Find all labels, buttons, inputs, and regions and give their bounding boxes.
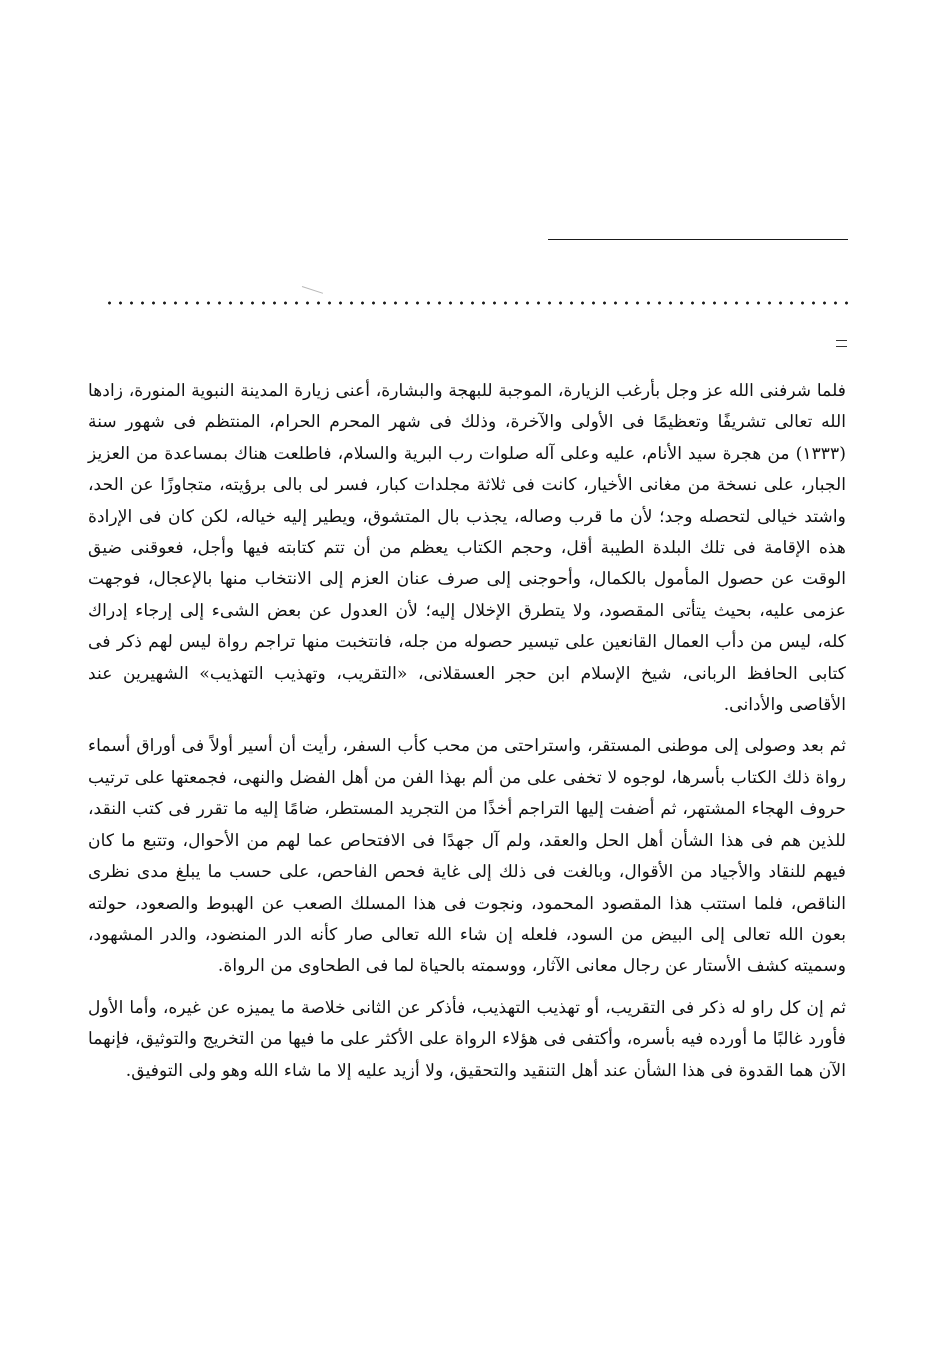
paragraph-2: ثم بعد وصولى إلى موطنى المستقر، واستراحتى من محب كأب السفر، رأيت أن أسير أولاً فى أوراق أسماء رواة ذلك الكتاب بأسرها، لوجوه لا تخفى على من ألم بهذا الفن من أهل الفضل والنهى، فجمعتها على ترتيب حروف الهجاء المشتهر، ثم أضفت إليها التراجم أخذًا من التجريد المستطر، ضامًا إليه ما تقرر فى كتب النقد، للذين هم فى هذا الشأن أهل الحل والعقد، ولم آل جهدًا فى الافتحاص عما لهم من الأحوال، وتتبع ما كان فيهم للنقاد والأجياد من الأقوال، وبالغت فى ذلك إلى غاية فحص الفاحص، على حسب ما يبلغ مدى نظرى الناقص، فلما استتب هذا المقصود المحمود، ونجوت فى هذا المسلك الصعب عن الهبوط والصعود، حولته بعون الله تعالى إلى البيض من السود، فلعله إن شاء الله تعالى صار كأنه الدر المنضود، والدر المشهود، وسميته كشف الأستار عن رجال معانى الآثار، ووسمته بالحياة لما فى الطحاوى من الرواة.	[88, 736, 846, 977]
dotted-separator-line	[104, 299, 848, 307]
arabic-body-text	[88, 376, 846, 1097]
double-line-mark	[836, 340, 847, 347]
top-horizontal-rule	[548, 239, 848, 240]
paragraph-1: فلما شرفنى الله عز وجل بأرغب الزيارة، الموجبة للبهجة والبشارة، أعنى زيارة المدينة النبوية المنورة، زادها الله تعالى تشريفًا وتعظيمًا فى الأولى والآخرة، وذلك فى شهر المحرم الحرام، المنتظم فى شهور سنة (١٣٣٣) من هجرة سيد الأنام، عليه وعلى آله صلوات رب البرية والسلام، فاطلعت هناك بمساعدة من العزيز الجبار، على نسخة من مغانى الأخيار، كانت فى ثلاثة مجلدات كبار، فسر لى بالى برؤيته، متجاوزًا عن الحد، واشتد خيالى لتحصله وجد؛ لأن ما قرب وصاله، يجذب بال المتشوق، ويطير إليه خياله، لكن كان فى الإرادة هذه الإقامة فى تلك البلدة الطيبة أقل، وحجم الكتاب يعظم من أن تتم كتابته فيها وأجل، فعوقنى ضيق الوقت عن حصول المأمول بالكمال، وأحوجنى إلى صرف عنان العزم إلى الانتخاب منها بالإعجال، فوجهت عزمى عليه، بحيث يتأتى المقصود، ولا يتطرق الإخلال إليه؛ لأن العدول عن بعض الشىء إلى إرجاء إدراك كله، ليس من دأب العمال القانعين على تيسير حصوله من جله، فانتخبت منها تراجم رواة ليس لهم ذكر فى كتابى الحافظ الربانى، شيخ الإسلام ابن حجر العسقلانى، «التقريب، وتهذيب التهذيب» الشهيرين عند الأقاصى والأدانى.	[88, 381, 846, 716]
faint-stray-mark	[302, 286, 323, 294]
paragraph-3: ثم إن كل راو له ذكر فى التقريب، أو تهذيب التهذيب، فأذكر عن الثانى خلاصة ما يميزه عن غيره، وأما الأول فأورد غالبًا ما أورده فيه بأسره، وأكتفى فى هؤلاء الرواة على الأكثر على ما فيها من التخريج والتوثيق، فإنهما الآن هما القدوة فى هذا الشأن عند أهل التنقيد والتحقيق، ولا أزيد عليه إلا ما شاء الله وهو ولى التوفيق.	[88, 997, 846, 1081]
